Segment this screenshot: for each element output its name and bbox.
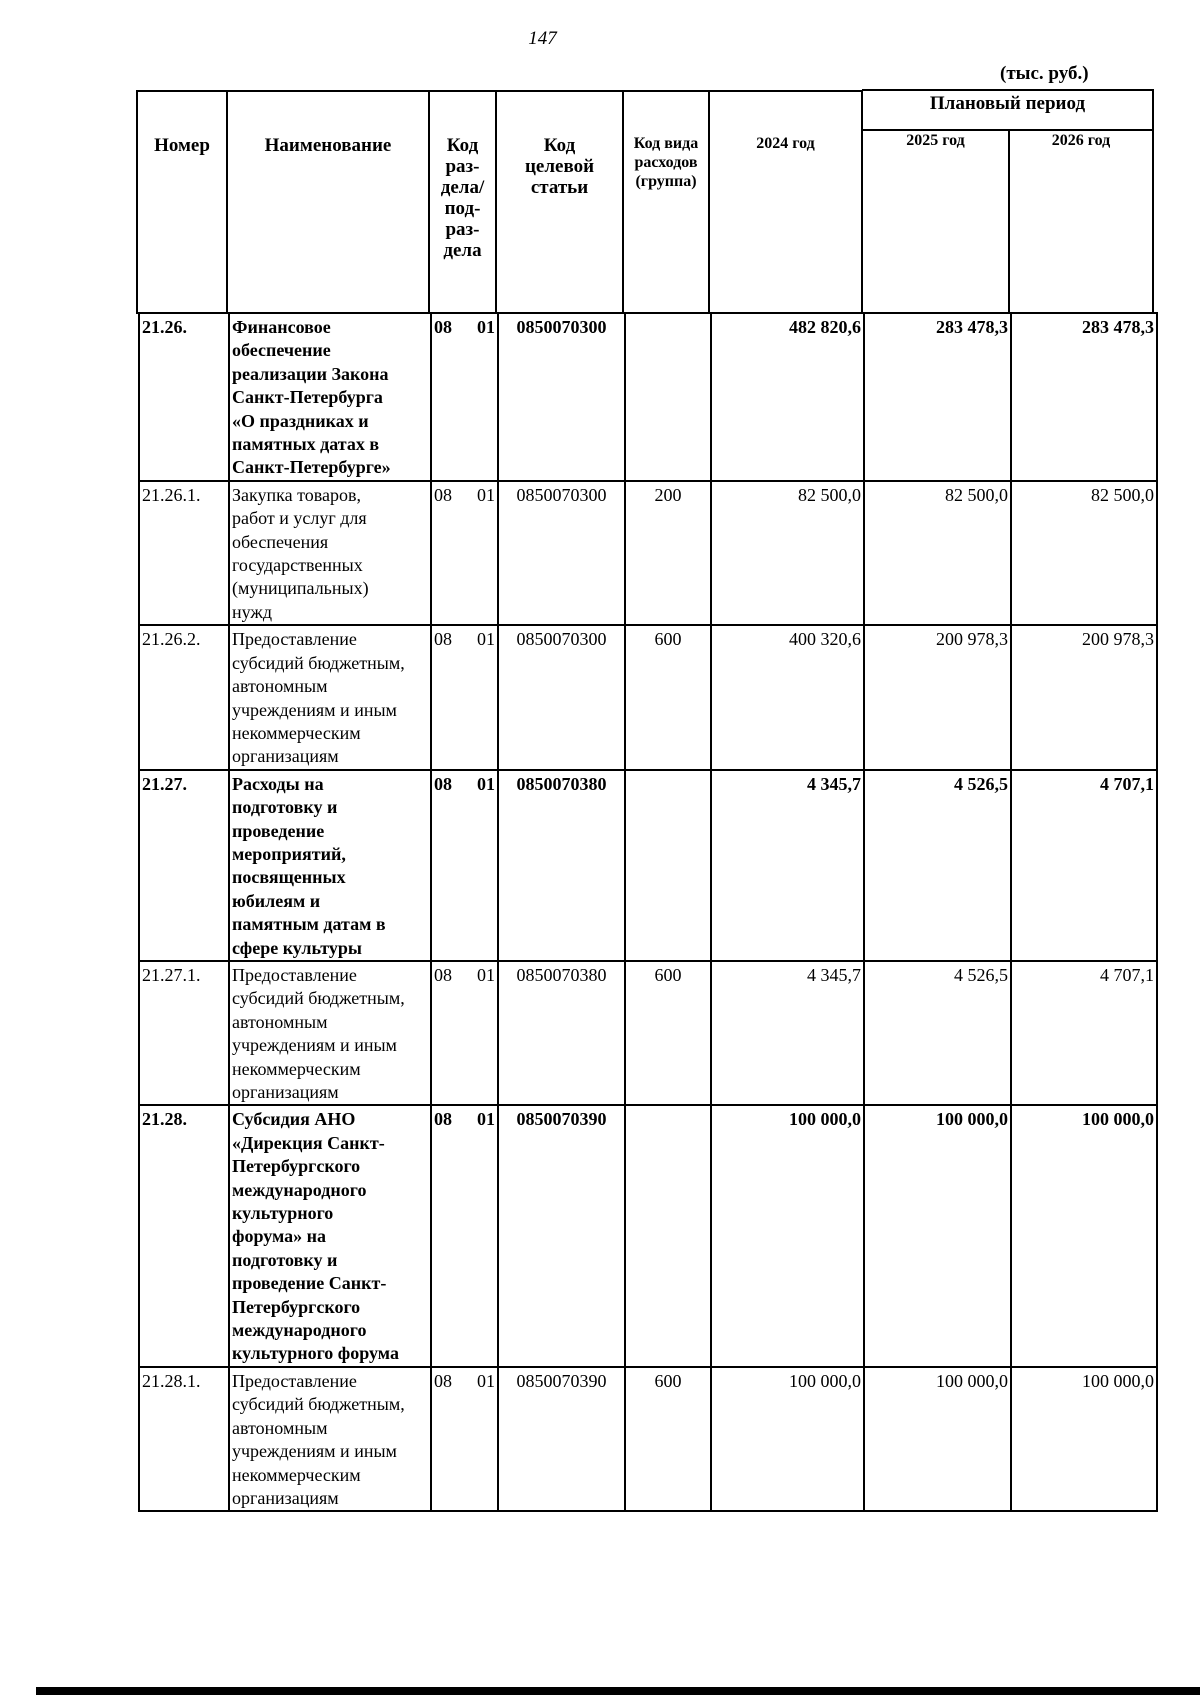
row-2026: 100 000,0	[1011, 1105, 1157, 1366]
row-2024: 100 000,0	[711, 1105, 864, 1366]
row-section: 08	[434, 317, 452, 337]
budget-table	[138, 312, 1158, 1512]
row-name-line: Предоставление	[232, 629, 357, 650]
header-year-2026: 2026 год	[1051, 132, 1111, 149]
row-name-line: Петербургского	[232, 1156, 361, 1177]
row-target-code: 0850070380	[498, 770, 625, 961]
row-name-line: Петербургского	[232, 1296, 361, 1317]
row-subsection: 01	[477, 1370, 495, 1391]
row-name-line: организациям	[232, 1487, 339, 1508]
row-name-line: «Дирекция Санкт-	[232, 1132, 385, 1153]
row-2025: 4 526,5	[864, 770, 1011, 961]
row-name-line: Предоставление	[232, 964, 357, 985]
row-2026: 200 978,3	[1011, 625, 1157, 769]
row-name	[229, 1367, 431, 1511]
row-section: 08	[434, 484, 452, 505]
row-section: 08	[434, 773, 452, 794]
row-target-code: 0850070390	[498, 1367, 625, 1511]
header-vline	[622, 90, 624, 314]
row-name-line: реализации Закона	[232, 363, 389, 384]
row-name-line: работ и услуг для	[232, 508, 367, 529]
header-vline	[1008, 130, 1010, 314]
row-section-code	[431, 1367, 498, 1511]
row-name-line: (муниципальных)	[232, 578, 369, 599]
row-expense-type	[625, 313, 711, 481]
row-name-line: субсидий бюджетным,	[232, 988, 405, 1009]
row-number: 21.27.1.	[139, 961, 229, 1105]
row-target-code: 0850070300	[498, 313, 625, 481]
row-name-line: учреждениям и иным	[232, 699, 397, 720]
row-section-code	[431, 625, 498, 769]
row-name-line: подготовку и	[232, 1249, 338, 1270]
table-row	[139, 961, 1157, 1105]
table-row	[139, 770, 1157, 961]
row-name-line: обеспечение	[232, 340, 331, 361]
row-section: 08	[434, 629, 452, 650]
header-vline	[495, 90, 497, 314]
row-name-line: памятным датам в	[232, 914, 386, 935]
row-name-line: автономным	[232, 1417, 328, 1438]
header-name: Наименование	[264, 135, 392, 156]
row-2025: 100 000,0	[864, 1105, 1011, 1366]
row-name-line: посвященных	[232, 867, 346, 888]
row-name-line: учреждениям и иным	[232, 1441, 397, 1462]
row-name-line: международного	[232, 1179, 367, 1200]
row-name-line: автономным	[232, 1011, 328, 1032]
header-vline	[708, 90, 710, 314]
row-name	[229, 961, 431, 1105]
row-name-line: «О праздниках и	[232, 410, 369, 431]
row-2025: 82 500,0	[864, 481, 1011, 625]
header-vline	[861, 90, 863, 314]
row-target-code: 0850070380	[498, 961, 625, 1105]
row-name-line: нужд	[232, 601, 272, 622]
row-name-line: обеспечения	[232, 531, 329, 552]
row-name-line: Расходы на	[232, 773, 324, 794]
row-name-line: международного	[232, 1320, 367, 1341]
row-expense-type	[625, 1105, 711, 1366]
row-name-line: подготовку и	[232, 797, 338, 818]
row-section-code	[431, 1105, 498, 1366]
row-2024: 4 345,7	[711, 770, 864, 961]
row-name-line: мероприятий,	[232, 843, 346, 864]
row-expense-type	[625, 770, 711, 961]
row-name-line: Финансовое	[232, 317, 331, 337]
row-name-line: сфере культуры	[232, 937, 362, 958]
page-number: 147	[528, 28, 557, 49]
row-subsection: 01	[477, 629, 495, 650]
row-name-line: проведение Санкт-	[232, 1273, 387, 1294]
row-name-line: культурного форума	[232, 1343, 399, 1364]
row-name-line: учреждениям и иным	[232, 1035, 397, 1056]
row-number: 21.26.2.	[139, 625, 229, 769]
row-name-line: памятных датах в	[232, 434, 380, 455]
row-name-line: форума» на	[232, 1226, 326, 1247]
row-subsection: 01	[477, 773, 495, 794]
row-target-code: 0850070300	[498, 625, 625, 769]
header-number: Номер	[154, 135, 210, 156]
row-name-line: организациям	[232, 1082, 339, 1102]
row-expense-type: 600	[625, 961, 711, 1105]
table-header	[136, 89, 1154, 314]
row-name-line: некоммерческим	[232, 722, 361, 743]
row-name-line: Санкт-Петербурга	[232, 387, 383, 408]
row-section: 08	[434, 1109, 452, 1130]
row-expense-type: 600	[625, 625, 711, 769]
row-expense-type: 200	[625, 481, 711, 625]
row-2026: 4 707,1	[1011, 961, 1157, 1105]
row-section-code	[431, 313, 498, 481]
header-year-2025: 2025 год	[906, 132, 965, 149]
row-2026: 283 478,3	[1011, 313, 1157, 481]
table-row	[139, 1367, 1157, 1511]
row-section-code	[431, 481, 498, 625]
row-section: 08	[434, 964, 452, 985]
row-2025: 4 526,5	[864, 961, 1011, 1105]
row-number: 21.28.1.	[139, 1367, 229, 1511]
row-2024: 4 345,7	[711, 961, 864, 1105]
row-section: 08	[434, 1370, 452, 1391]
row-name	[229, 770, 431, 961]
row-section-code	[431, 770, 498, 961]
row-subsection: 01	[477, 317, 495, 337]
table-row	[139, 313, 1157, 481]
row-number: 21.26.1.	[139, 481, 229, 625]
row-name-line: автономным	[232, 676, 328, 697]
row-subsection: 01	[477, 964, 495, 985]
row-target-code: 0850070390	[498, 1105, 625, 1366]
table-row	[139, 625, 1157, 769]
units-label: (тыс. руб.)	[1000, 63, 1089, 84]
row-name-line: субсидий бюджетным,	[232, 1394, 405, 1415]
row-2025: 200 978,3	[864, 625, 1011, 769]
header-vline	[1152, 90, 1154, 314]
table-row	[139, 481, 1157, 625]
table-row	[139, 1105, 1157, 1366]
row-2024: 82 500,0	[711, 481, 864, 625]
row-name	[229, 1105, 431, 1366]
row-2026: 82 500,0	[1011, 481, 1157, 625]
row-name-line: юбилеям и	[232, 890, 321, 911]
header-vline	[136, 90, 138, 314]
row-name	[229, 625, 431, 769]
row-name-line: некоммерческим	[232, 1058, 361, 1079]
row-name-line: культурного	[232, 1203, 334, 1224]
row-name-line: организациям	[232, 746, 339, 767]
row-2024: 100 000,0	[711, 1367, 864, 1511]
row-name	[229, 313, 431, 481]
row-name-line: проведение	[232, 820, 325, 841]
row-subsection: 01	[477, 1109, 495, 1130]
row-2025: 283 478,3	[864, 313, 1011, 481]
row-name-line: Закупка товаров,	[232, 484, 361, 505]
row-name	[229, 481, 431, 625]
header-target-code: Код целевой статьи	[524, 135, 595, 198]
row-name-line: некоммерческим	[232, 1464, 361, 1485]
row-number: 21.28.	[139, 1105, 229, 1366]
header-planned-period: Плановый период	[929, 93, 1086, 114]
row-name-line: Субсидия АНО	[232, 1109, 356, 1130]
header-top-line	[136, 90, 862, 92]
header-expense-type: Код вида расходов (группа)	[633, 135, 699, 190]
row-subsection: 01	[477, 484, 495, 505]
row-name-line: Санкт-Петербурге»	[232, 457, 391, 478]
row-2026: 100 000,0	[1011, 1367, 1157, 1511]
row-number: 21.26.	[139, 313, 229, 481]
header-year-2024: 2024 год	[756, 135, 815, 152]
row-2026: 4 707,1	[1011, 770, 1157, 961]
row-2024: 482 820,6	[711, 313, 864, 481]
bottom-bar	[36, 1687, 1200, 1695]
row-name-line: государственных	[232, 555, 363, 576]
row-name-line: субсидий бюджетным,	[232, 652, 405, 673]
header-vline	[226, 90, 228, 314]
row-section-code	[431, 961, 498, 1105]
row-2024: 400 320,6	[711, 625, 864, 769]
row-name-line: Предоставление	[232, 1370, 357, 1391]
header-section-code: Код раз- дела/ под- раз- дела	[440, 135, 485, 261]
row-expense-type: 600	[625, 1367, 711, 1511]
header-top-line-right	[862, 89, 1154, 91]
row-number: 21.27.	[139, 770, 229, 961]
row-2025: 100 000,0	[864, 1367, 1011, 1511]
row-target-code: 0850070300	[498, 481, 625, 625]
